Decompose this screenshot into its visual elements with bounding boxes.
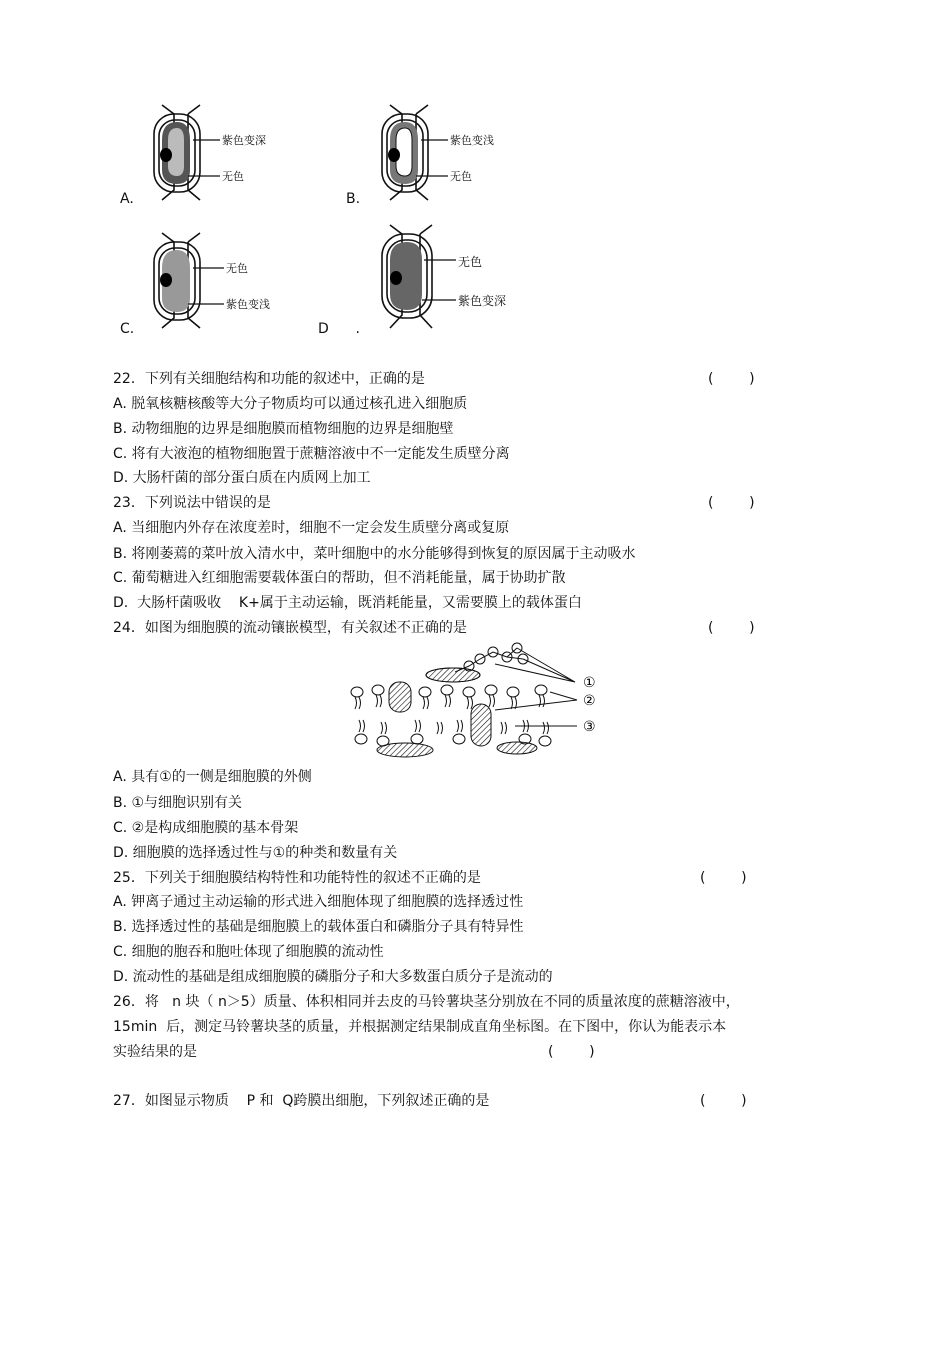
membrane-marker-3: ③: [583, 719, 596, 735]
q25-option-c: C. 细胞的胞吞和胞吐体现了细胞膜的流动性: [113, 944, 384, 960]
q23-option-b: B. 将刚萎蔫的菜叶放入清水中，菜叶细胞中的水分能够得到恢复的原因属于主动吸水: [113, 546, 636, 562]
q23-option-c: C. 葡萄糖进入红细胞需要载体蛋白的帮助，但不消耗能量，属于协助扩散: [113, 570, 566, 586]
cell-d-bottom-label: 紫色变深: [458, 294, 507, 308]
cell-figure-d: [368, 220, 528, 335]
q26-stem-line2: 15min 后，测定马铃薯块茎的质量，并根据测定结果制成直角坐标图。在下图中，你认为能表示本: [113, 1019, 727, 1035]
q22-option-b: B. 动物细胞的边界是细胞膜而植物细胞的边界是细胞壁: [113, 421, 454, 437]
q24-stem: 24．如图为细胞膜的流动镶嵌模型，有关叙述不正确的是: [113, 620, 467, 636]
q22-option-a: A. 脱氧核糖核酸等大分子物质均可以通过核孔进入细胞质: [113, 396, 468, 412]
cell-option-d-label: D .: [318, 321, 360, 337]
q23-stem: 23．下列说法中错误的是: [113, 495, 271, 511]
cell-c-top-label: 无色: [226, 262, 248, 275]
q25-answer-paren: ( ): [700, 870, 747, 886]
q24-option-d: D. 细胞膜的选择透过性与①的种类和数量有关: [113, 845, 398, 861]
q23-answer-paren: ( ): [708, 495, 755, 511]
q22-option-d: D. 大肠杆菌的部分蛋白质在内质网上加工: [113, 470, 371, 486]
cell-option-b-label: B.: [346, 191, 361, 207]
q22-answer-paren: ( ): [708, 371, 755, 387]
membrane-marker-1: ①: [583, 675, 596, 691]
membrane-marker-2: ②: [583, 693, 596, 709]
cell-figure-b: [368, 100, 518, 210]
cell-c-bottom-label: 紫色变浅: [226, 298, 270, 311]
q25-option-a: A. 钾离子通过主动运输的形式进入细胞体现了细胞膜的选择透过性: [113, 894, 524, 910]
q22-stem: 22．下列有关细胞结构和功能的叙述中，正确的是: [113, 371, 425, 387]
cell-b-bottom-label: 无色: [450, 170, 472, 183]
cell-figure-a: [140, 100, 290, 210]
q26-answer-paren: ( ): [548, 1044, 595, 1060]
q24-option-a: A. 具有①的一侧是细胞膜的外侧: [113, 769, 312, 785]
q23-option-a: A. 当细胞内外存在浓度差时，细胞不一定会发生质壁分离或复原: [113, 520, 510, 536]
q24-option-b: B. ①与细胞识别有关: [113, 795, 243, 811]
cell-option-c-label: C.: [120, 321, 135, 337]
q24-answer-paren: ( ): [708, 620, 755, 636]
cell-a-top-label: 紫色变深: [222, 134, 266, 147]
cell-d-top-label: 无色: [458, 255, 483, 269]
q27-stem: 27．如图显示物质 P 和 Q跨膜出细胞，下列叙述正确的是: [113, 1093, 490, 1109]
membrane-diagram: [345, 642, 610, 760]
q25-option-b: B. 选择透过性的基础是细胞膜上的载体蛋白和磷脂分子具有特异性: [113, 919, 524, 935]
cell-b-top-label: 紫色变浅: [450, 134, 494, 147]
q25-stem: 25．下列关于细胞膜结构特性和功能特性的叙述不正确的是: [113, 870, 481, 886]
cell-option-a-label: A.: [120, 191, 134, 207]
cell-figure-c: [140, 228, 290, 338]
cell-a-bottom-label: 无色: [222, 170, 244, 183]
q26-stem-line1: 26．将 n 块（ n＞5）质量、体积相同并去皮的马铃薯块茎分别放在不同的质量浓度的蔗糖溶液中，: [113, 994, 740, 1010]
q22-option-c: C. 将有大液泡的植物细胞置于蔗糖溶液中不一定能发生质壁分离: [113, 446, 510, 462]
q24-option-c: C. ②是构成细胞膜的基本骨架: [113, 820, 299, 836]
q23-option-d: D. 大肠杆菌吸收 K+属于主动运输，既消耗能量，又需要膜上的载体蛋白: [113, 595, 582, 611]
q25-option-d: D. 流动性的基础是组成细胞膜的磷脂分子和大多数蛋白质分子是流动的: [113, 969, 553, 985]
q26-stem-line3: 实验结果的是: [113, 1044, 197, 1060]
q27-answer-paren: ( ): [700, 1093, 747, 1109]
